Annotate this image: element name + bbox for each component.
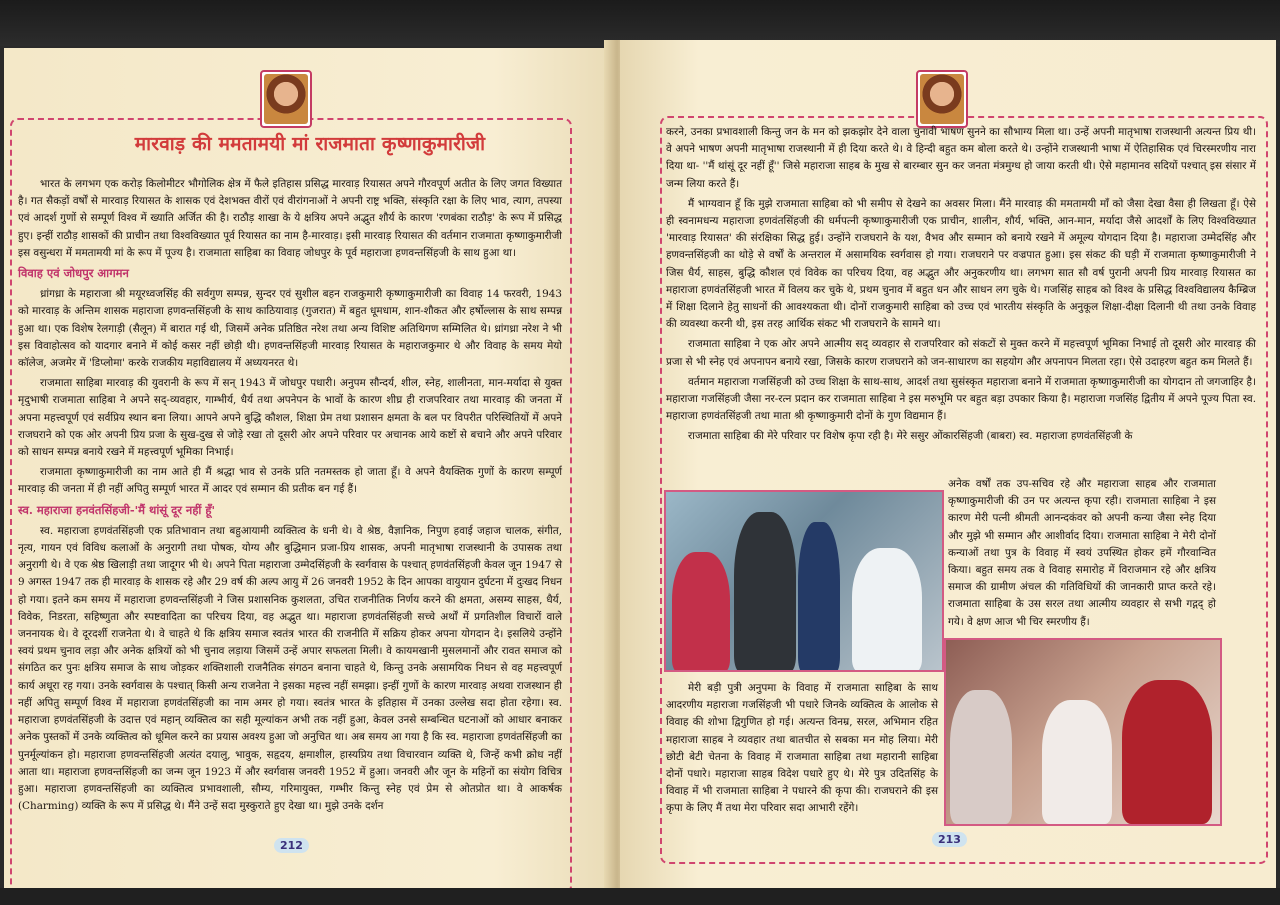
family-paragraph-start: राजमाता साहिबा की मेरे परिवार पर विशेष कृपा रही है। मेरे ससुर ओंकारसिंहजी (बाबरा) स्व. महाराजा हणवंतसिंहजी के <box>688 430 1133 443</box>
right-text-column-bottom <box>666 680 938 821</box>
portrait-right-icon <box>916 70 968 128</box>
right-page <box>620 40 1276 888</box>
portrait-left-icon <box>260 70 312 128</box>
section-heading-marriage: विवाह एवं जोधपुर आगमन <box>18 266 129 281</box>
page-number-left: 212 <box>274 838 309 853</box>
page-title: मारवाड़ की ममतामयी मां राजमाता कृष्णाकुमारीजी <box>134 133 486 155</box>
gajsingh-paragraph: वर्तमान महाराजा गजसिंहजी को उच्च शिक्षा के साथ-साथ, आदर्श तथा सुसंस्कृत महाराजा बनाने में राजमाता कृष्णाकुमारीजी का योगदान तो जगजाहिर है। महाराजा गजसिंहजी जैसा नर-रत्न प्रदान कर राजमाता साहिबा ने इस मरुभूमि पर बहुत बड़ा उपकार किया है। महाराजा गजसिंह द्वितीय में अपने पूज्य पिता स्व. महाराजा हणवंतसिंहजी तथा माता श्री कृष्णाकुमारी दोनों के गुण विद्यमान हैं। <box>666 375 1256 423</box>
left-text-column <box>18 176 562 818</box>
speech-paragraph: करने, उनका प्रभावशाली किन्तु जन के मन को झकझोर देने वाला चुनावी भाषण सुनने का सौभाग्य मिला था। उन्हें अपनी मातृभाषा राजस्थानी अत्यन्त प्रिय थी। वे अपने भाषण अपनी मातृभाषा राजस्थानी में ही दिया करते थे। वे हिन्दी बहुत कम बोला करते थे। उन्होंने राजस्थानी भाषा में ऐतिहासिक एवं चिरस्मरणीय नारा दिया था- ''मैं थांसूं दूर नहीं हूँ'' जिसे महाराजा साहब के मुख से बारम्बार सुन कर जनता मंत्रमुग्ध हो जाया करती थी। ऐसे महामानव सदियों पश्चात् इस संसार में जन्म लिया करते हैं। <box>666 126 1256 190</box>
fortune-paragraph: मैं भाग्यवान हूँ कि मुझे राजमाता साहिबा को भी समीप से देखने का अवसर मिला। मैंने मारवाड़ की ममतामयी माँ को जैसा देखा वैसा ही लिखता हूँ। ऐसे ही स्वनामधन्य महाराजा हणवंतसिंहजी की धर्मपत्नी कृष्णाकुमारीजी एक प्राचीन, शालीन, शौर्य, भक्ति, आन-मान, मर्यादा जैसे आदर्शों के लिए विश्वविख्यात 'मारवाड़ रियासत' की संरक्षिका सिद्ध हुई। उन्होंने राजघराने के यश, वैभव और सम्मान को बनाये रखने में अमूल्य योगदान दिया है। महाराजा उम्मेदसिंह और हणवन्तसिंहजी का थोड़े से वर्षों के अन्तराल में असामयिक स्वर्गवास हो गया। राजघराने पर वज्रपात हुआ। इस संकट की घड़ी में राजमाता कृष्णाकुमारीजी ने जिस धैर्य, साहस, बुद्धि कौशल एवं विवेक का परिचय दिया, वह अद्भुत और अनुकरणीय था। लगभग सात सौ वर्ष पुरानी अपनी प्रिय मारवाड़ रियासत का महाराजा हणवंतसिंहजी भारत में विलय कर चुके थे, प्रथम चुनाव में बहुत धन और साधन लग चुके थे। गजसिंह साहब को विश्व के प्रसिद्ध विश्वविद्यालय कैम्ब्रिज में शिक्षा दिलाने हेतु साधनों की आवश्यकता थी। दोनों राजकुमारी साहिबा को उच्च एवं भारतीय संस्कृति के अनुकूल शिक्षा-दीक्षा दिलानी थी तथा उनके विवाह की व्यवस्था करनी थी, इस तरह आर्थिक संकट भी राजघराने के सामने था। <box>666 197 1256 331</box>
arrival-paragraph: राजमाता साहिबा मारवाड़ की युवरानी के रूप में सन् 1943 में जोधपुर पधारी। अनुपम सौन्दर्य, शील, स्नेह, शालीनता, मान-मर्यादा से युक्त मृदुभाषी राजमाता साहिबा ने अपने सद्-व्यवहार, गाम्भीर्य, धैर्य तथा अपनेपन के भावों के कारण शीघ्र ही राजपरिवार तथा मारवाड़ की जनता में अपना महत्त्वपूर्ण एवं सर्वप्रिय स्थान बना लिया। आपने अपने बुद्धि कौशल, शिक्षा प्रेम तथा प्रशासन क्षमता के बल पर विपरीत परिस्थितियों में अपने राजघराने को एक ओर अपनी प्रिय प्रजा के सुख-दुख से जोड़े रखा तो दूसरी ओर अपने परिवार पर अचानक आये कष्टों से बचाने और अपने परिवार को साधन सम्पन्न बनाये रखने में महत्त्वपूर्ण भूमिका निभाई। <box>18 377 562 459</box>
page-number-right: 213 <box>932 832 967 847</box>
photo-women-group <box>944 638 1222 826</box>
intro-paragraph: भारत के लगभग एक करोड़ किलोमीटर भौगोलिक क्षेत्र में फैले इतिहास प्रसिद्ध मारवाड़ रियासत अपने गौरवपूर्ण अतीत के लिए जगत विख्यात है। गत सैकड़ों वर्षों से मारवाड़ रियासत के शासक एवं देशभक्त वीरों एवं वीरांगनाओं ने अपनी राष्ट्र भक्ति, संस्कृति रक्षा के लिए भाव, त्याग, तपस्या एवं आदर्श गुणों से सम्पूर्ण विश्व में ख्याति अर्जित की है। राठौड़ शाखा के ये क्षत्रिय अपने अद्भुत शौर्य के कारण 'रणबंका राठौड़' के रूप में प्रसिद्ध हुए। इन्हीं राठौड़ शासकों की प्राचीन तथा विश्वविख्यात पूर्व रियासत का नाम है-मारवाड़। इसी मारवाड़ रियासत की वर्तमान राजमाता कृष्णाकुमारीजी इस वसुन्धरा में ममतामयी मां के रूप में पूज्य है। राजमाता साहिबा का विवाह जोधपुर के पूर्व महाराजा हणवन्तसिंहजी के साथ हुआ था। <box>18 178 562 259</box>
maharaja-paragraph: स्व. महाराजा हणवंतसिंहजी एक प्रतिभावान तथा बहुआयामी व्यक्तित्व के धनी थे। वे श्रेष्ठ, वैज्ञानिक, निपुण हवाई जहाज चालक, संगीत, नृत्य, गायन एवं विविध कलाओं के अनुरागी तथा पोषक, योग्य और बुद्धिमान प्रजा-प्रिय शासक, अपनी मातृभाषा राजस्थानी के उपासक तथा अनुरागी थे। वे एक श्रेष्ठ खिलाड़ी तथा जादूगर भी थे। अपने पिता महाराजा उम्मेदसिंहजी के स्वर्गवास के पश्चात् हणवंतसिंहजी केवल जून 1947 से 9 अगस्त 1947 तक ही मारवाड़ के शासक रहे और 29 वर्ष की अल्प आयु में 26 जनवरी 1952 के दिन आपका वायुयान दुर्घटना में दुःखद निधन हो गया। इतने कम समय में महाराजा हणवन्तसिंहजी ने जिस प्रशासनिक कुशलता, उचित राजनीतिक निर्णय करने की क्षमता, असम्य साहस, धैर्य, विवेक, निडरता, सहिष्णुता और स्पष्टवादिता का परिचय दिया, वह अद्भुत था। महाराजा हणवंतसिंहजी सच्चे अर्थों में प्रगतिशील विचारों वाले जननायक थे। वे दूरदर्शी राजनेता थे। वे चाहते थे कि क्षत्रिय समाज स्वतंत्र भारत की राजनीति में सक्रिय होकर अपना योगदान दे। इसलिये उन्होंने स्वयं प्रथम चुनाव लड़ा और अनेक क्षत्रियों को भी चुनाव लड़ाया जिसमें उन्हें अपार सफलता मिली। वे कायमखानी मुसलमानों और रावत समाज को संगठित कर पुनः क्षत्रिय समाज के साथ जोड़कर शक्तिशाली राजनैतिक संगठन बनाना चाहते थे, किन्तु उनके असामयिक निधन से वह महत्त्वपूर्ण कार्य अधूरा रह गया। उनके स्वर्गवास के पश्चात् किसी अन्य राजनेता ने इसका महत्त्व नहीं समझा। इन्हीं गुणों के कारण मारवाड़ अथवा राजस्थान ही नहीं अपितु सम्पूर्ण विश्व में महाराजा हणवंतसिंहजी का नाम अमर हो गया। स्वतंत्र भारत के इतिहास में उनका उल्लेख सदा होता रहेगा। स्व. महाराजा हणवंतसिंहजी के उदात्त एवं महान् व्यक्तित्व का सही मूल्यांकन अभी तक नहीं हुआ, केवल उनसे सम्बन्धित घटनाओं को आधार बनाकर अनेक पुस्तकों में उनके व्यक्तित्व को धूमिल करने का प्रयास अवश्य हुआ जो अनुचित था। अब समय आ गया है कि स्व. महाराजा हणवंतसिंहजी का पुनर्मूल्यांकन हो। महाराजा हणवन्तसिंहजी अत्यंत दयालु, भावुक, सहृदय, क्षमाशील, हास्यप्रिय तथा विचारवान व्यक्ति थे, जिन्हें कभी क्रोध नहीं आता था। महाराजा हणवन्तसिंहजी का जन्म जून 1923 में और स्वर्गवास जनवरी 1952 में हुआ। जनवरी और जून के महिनों का संयोग विचित्र हुआ। महाराजा हणवन्तसिंहजी का व्यक्तित्व प्रभावशाली, सौम्य, गरिमायुक्त, गम्भीर किन्तु स्नेह एवं प्रेम से ओतप्रोत था। वे आकर्षक (Charming) व्यक्ति के रूप में प्रसिद्ध थे। मैंने उन्हें सदा मुस्कुराते हुए देखा था। मुझे उनके दर्शन <box>18 524 562 813</box>
marriage-paragraph: ध्रांगध्रा के महाराजा श्री मयूरध्वजसिंह की सर्वगुण सम्पन्न, सुन्दर एवं सुशील बहन राजकुमारी कृष्णाकुमारीजी का विवाह 14 फरवरी, 1943 को मारवाड़ के अन्तिम शासक महाराजा हणवन्तसिंहजी के साथ काठियावाड़ (गुजरात) में बहुत धूमधाम, शान-शौकत और हर्षोल्लास के साथ सम्पन्न हुआ था। एक विशेष रेलगाड़ी (सैलून) में बारात गई थी, जिसमें अनेक प्रतिष्ठित नरेश तथा अन्य विशिष्ट अतिथिगण सम्मिलित थे। ध्रांगध्रा नरेश ने भी इस विवाहोत्सव को यादगार बनाने में कोई कसर नहीं छोड़ी थी। हणवन्तसिंहजी मारवाड़ रियासत के महाराजकुमार थे और विवाह के समय मेयो कॉलेज, अजमेर में 'डिप्लोमा' करके राजकीय महाविद्यालय में अध्ययनरत थे। <box>18 288 562 370</box>
tribute-paragraph: राजमाता कृष्णाकुमारीजी का नाम आते ही मैं श्रद्धा भाव से उनके प्रति नतमस्तक हो जाता हूँ। वे अपने वैयक्तिक गुणों के कारण सम्पूर्ण मारवाड़ की जनता में ही नहीं अपितु सम्पूर्ण भारत में आदर एवं सम्मान की प्रतीक बन गई हैं। <box>18 466 562 496</box>
wedding-paragraph: मेरी बड़ी पुत्री अनुपमा के विवाह में राजमाता साहिबा के साथ आदरणीय महाराजा गजसिंहजी भी पधारे जिनके व्यक्तित्व के आलोक से विवाह की शोभा द्विगुणित हो गई। अत्यन्त विनम्र, सरल, अभिमान रहित महाराजा साहब ने व्यवहार तथा बातचीत से सबका मन मोह लिया। मेरी छोटी बेटी चेतना के विवाह में राजमाता साहिबा तथा महारानी साहिबा दोनों पधारे। महाराजा साहब विदेश पधारे हुए थे। मेरे पुत्र उदितसिंह के विवाह में भी राजमाता साहिबा ने पधारने की कृपा की। राजघराने की इस कृपा के लिए मैं तथा मेरा परिवार सदा आभारी रहेंगे। <box>666 682 938 815</box>
section-heading-maharaja: स्व. महाराजा हनवंतसिंहजी-'मैं थांसूं दूर नहीं हूँ' <box>18 502 216 517</box>
left-page <box>4 48 616 888</box>
right-text-column-top <box>666 124 1256 449</box>
right-text-column-side <box>948 476 1216 634</box>
family-paragraph-rest: अनेक वर्षों तक उप-सचिव रहे और महाराजा साहब और राजमाता कृष्णाकुमारीजी की उन पर अत्यन्त कृपा रही। राजमाता साहिबा ने इस कारण मेरी पत्नी श्रीमती आनन्दकंवर को अपनी कन्या जैसा स्नेह दिया और मुझे भी सम्मान और आशीर्वाद दिया। राजमाता साहिबा ने मेरी दोनों कन्याओं तथा पुत्र के विवाह में स्वयं उपस्थित होकर हमें गौरवान्वित किया। बहुत समय तक वे विवाह समारोह में विराजमान रहे और क्षत्रिय समाज की ग्रामीण अंचल की गतिविधियों की जानकारी प्राप्त करते रहे। राजमाता साहिबा के उस सरल तथा आत्मीय व्यवहार से सभी गद्गद् हो गये। वे क्षण आज भी चिर स्मरणीय हैं। <box>948 478 1216 628</box>
conduct-paragraph: राजमाता साहिबा ने एक ओर अपने आत्मीय सद् व्यवहार से राजपरिवार को संकटों से मुक्त करने में महत्त्वपूर्ण भूमिका निभाई तो दूसरी ओर मारवाड़ की प्रजा से भी स्नेह एवं अपनापन बनाये रखा, जिसके कारण राजघराने को जन-साधारण का सहयोग और अपनापन मिलता रहा। ऐसे उदाहरण बहुत कम मिलते हैं। <box>666 338 1256 368</box>
photo-wedding-group <box>664 490 944 672</box>
bottom-background <box>0 888 1280 905</box>
